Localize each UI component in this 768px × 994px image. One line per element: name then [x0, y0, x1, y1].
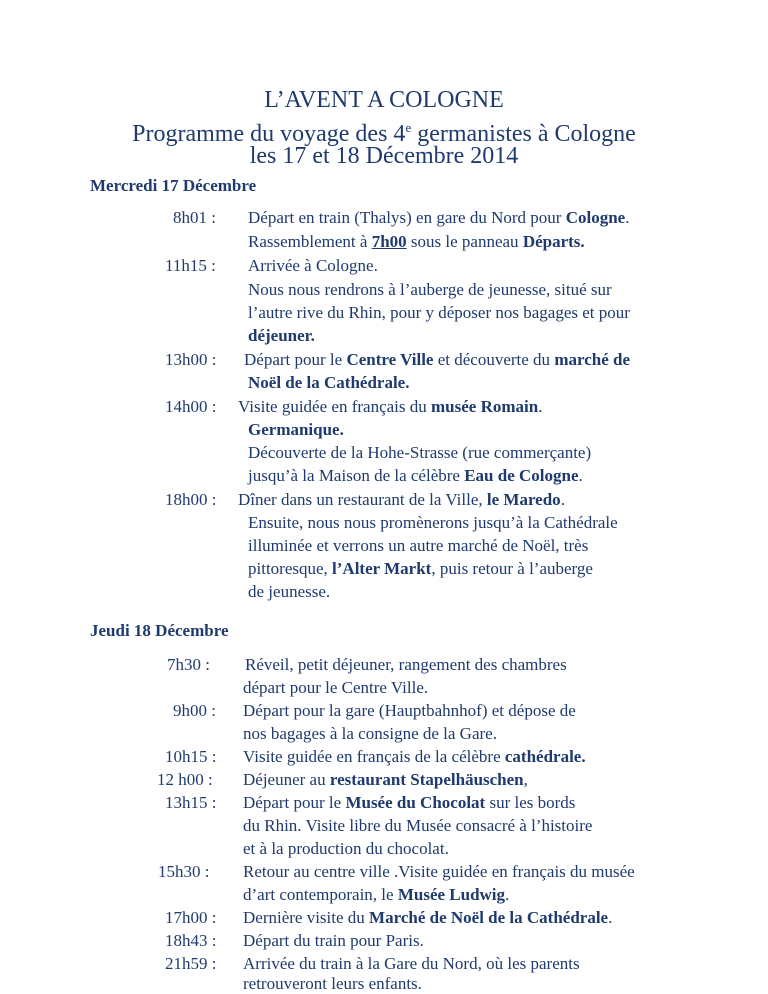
- day2-line: et à la production du chocolat.: [243, 839, 449, 858]
- day2-time: 9h00 :: [173, 701, 216, 720]
- title-line-3: les 17 et 18 Décembre 2014: [249, 143, 519, 169]
- day1-time: 18h00 :: [165, 490, 217, 509]
- day2-line: Arrivée du train à la Gare du Nord, où les parents: [243, 954, 580, 973]
- day1-line: Découverte de la Hohe-Strasse (rue commerçante): [248, 443, 592, 462]
- day1-line: Germanique.: [248, 420, 344, 439]
- day1-line: pittoresque, l’Alter Markt, puis retour à l’auberge: [248, 559, 593, 578]
- day1-time: 14h00 :: [165, 397, 217, 416]
- day1-time: 11h15 :: [165, 256, 216, 275]
- title-line-2: Programme du voyage des 4e germanistes à Cologne: [132, 120, 636, 147]
- day1-line: Départ pour le Centre Ville et découverte du marché de: [244, 350, 631, 369]
- day2-line: Départ du train pour Paris.: [243, 931, 424, 950]
- day2-time: 17h00 :: [165, 908, 217, 927]
- day2-heading: Jeudi 18 Décembre: [90, 621, 229, 640]
- day2-time: 10h15 :: [165, 747, 217, 766]
- day1-line: Arrivée à Cologne.: [248, 256, 378, 275]
- day2-time: 18h43 :: [165, 931, 217, 950]
- day2-line: retrouveront leurs enfants.: [243, 974, 422, 993]
- day1-line: l’autre rive du Rhin, pour y déposer nos bagages et pour: [248, 303, 630, 322]
- day2-line: Visite guidée en français de la célèbre cathédrale.: [243, 747, 586, 766]
- title-line-1: L’AVENT A COLOGNE: [264, 87, 504, 113]
- day2-line: départ pour le Centre Ville.: [243, 678, 429, 697]
- day1-line: Noël de la Cathédrale.: [248, 373, 410, 392]
- day2-line: nos bagages à la consigne de la Gare.: [243, 724, 497, 743]
- day2-time: 7h30 :: [167, 655, 210, 674]
- day2-time: 13h15 :: [165, 793, 217, 812]
- day2-line: du Rhin. Visite libre du Musée consacré à l’histoire: [243, 816, 593, 835]
- day2-time: 12 h00 :: [157, 770, 213, 789]
- day1-line: illuminée et verrons un autre marché de Noël, très: [248, 536, 589, 555]
- day2-line: Déjeuner au restaurant Stapelhäuschen,: [243, 770, 528, 789]
- day2-line: d’art contemporain, le Musée Ludwig.: [243, 885, 510, 904]
- day1-line: Ensuite, nous nous promènerons jusqu’à la Cathédrale: [248, 513, 618, 532]
- day2-line: Dernière visite du Marché de Noël de la Cathédrale.: [243, 908, 613, 927]
- day1-line: Dîner dans un restaurant de la Ville, le Maredo.: [238, 490, 565, 509]
- day1-line: Visite guidée en français du musée Romain.: [238, 397, 543, 416]
- day1-heading: Mercredi 17 Décembre: [90, 176, 257, 195]
- day2-time: 15h30 :: [158, 862, 210, 881]
- day1-line: Nous nous rendrons à l’auberge de jeunesse, situé sur: [248, 280, 612, 299]
- day1-line: Départ en train (Thalys) en gare du Nord pour Cologne.: [248, 208, 630, 227]
- day2-line: Réveil, petit déjeuner, rangement des chambres: [245, 655, 567, 674]
- day1-time: 13h00 :: [165, 350, 217, 369]
- day1-line: Rassemblement à 7h00 sous le panneau Départs.: [248, 232, 585, 251]
- day2-line: Retour au centre ville .Visite guidée en français du musée: [243, 862, 635, 881]
- day1-time: 8h01 :: [173, 208, 216, 227]
- day2-time: 21h59 :: [165, 954, 217, 973]
- day2-line: Départ pour le Musée du Chocolat sur les bords: [243, 793, 576, 812]
- day1-line: déjeuner.: [248, 326, 315, 345]
- day1-line: de jeunesse.: [248, 582, 331, 601]
- day2-line: Départ pour la gare (Hauptbahnhof) et dépose de: [243, 701, 576, 720]
- day1-line: jusqu’à la Maison de la célèbre Eau de Cologne.: [248, 466, 583, 485]
